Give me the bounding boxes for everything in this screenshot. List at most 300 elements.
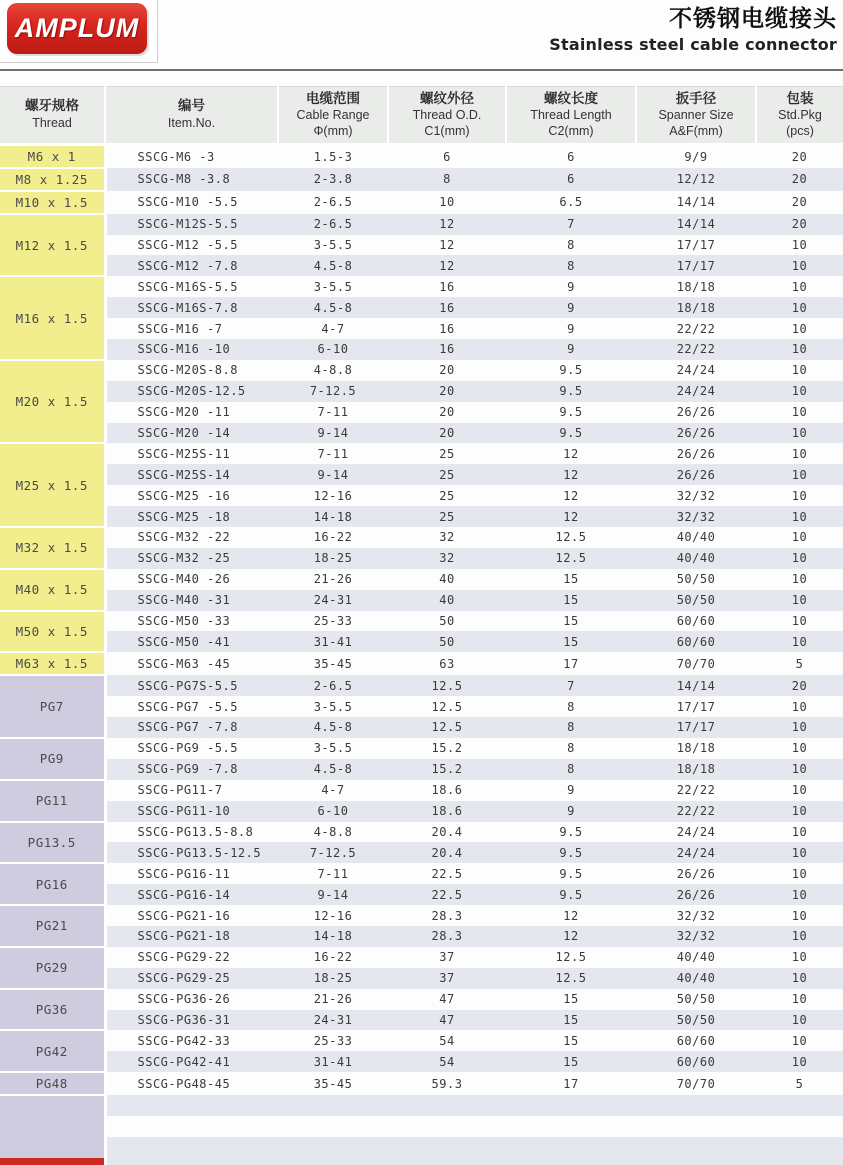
- col-cable-en: Cable Range: [296, 108, 370, 123]
- spanner-size-cell: 22/22: [636, 780, 756, 801]
- item-no-cell: SSCG-M20 -14: [105, 423, 278, 444]
- item-no-cell: SSCG-M50 -33: [105, 611, 278, 632]
- thread-group-cell: PG21: [0, 905, 105, 947]
- item-no-cell: SSCG-M6 -3: [105, 145, 278, 168]
- table-row: [0, 360, 843, 381]
- spanner-size-cell: 12/12: [636, 168, 756, 191]
- empty-cell: [105, 1137, 843, 1158]
- thread-length-cell: 15: [506, 590, 636, 611]
- cable-range-cell: 14-18: [278, 926, 388, 947]
- table-row: [0, 884, 843, 905]
- table-row: [0, 297, 843, 318]
- table-row: [0, 381, 843, 402]
- spanner-size-cell: 32/32: [636, 506, 756, 527]
- cable-range-cell: 4-8.8: [278, 822, 388, 843]
- thread-length-cell: 12: [506, 506, 636, 527]
- spec-table-wrap: [0, 86, 843, 1165]
- thread-group-cell: PG42: [0, 1030, 105, 1072]
- std-pkg-cell: 10: [756, 569, 843, 590]
- thread-od-cell: 12.5: [388, 675, 506, 696]
- std-pkg-cell: 10: [756, 339, 843, 360]
- cable-range-cell: 14-18: [278, 506, 388, 527]
- thread-length-cell: 12: [506, 905, 636, 926]
- item-no-cell: SSCG-M32 -22: [105, 527, 278, 548]
- table-row: [0, 1072, 843, 1095]
- table-row: [0, 548, 843, 569]
- thread-od-cell: 40: [388, 569, 506, 590]
- std-pkg-cell: 10: [756, 276, 843, 297]
- cable-range-cell: 16-22: [278, 527, 388, 548]
- thread-length-cell: 8: [506, 759, 636, 780]
- cable-range-cell: 31-41: [278, 1051, 388, 1072]
- thread-od-cell: 16: [388, 339, 506, 360]
- item-no-cell: SSCG-PG11-10: [105, 801, 278, 822]
- table-row: [0, 569, 843, 590]
- red-bottom-strip: [0, 1158, 105, 1165]
- thread-length-cell: 12: [506, 485, 636, 506]
- std-pkg-cell: 10: [756, 1051, 843, 1072]
- cable-range-cell: 1.5-3: [278, 145, 388, 168]
- col-len-zh: 螺纹长度: [544, 90, 598, 107]
- table-row: [0, 989, 843, 1010]
- thread-length-cell: 15: [506, 569, 636, 590]
- table-row: [0, 464, 843, 485]
- thread-length-cell: 9: [506, 780, 636, 801]
- thread-od-cell: 25: [388, 506, 506, 527]
- std-pkg-cell: 10: [756, 717, 843, 738]
- thread-od-cell: 16: [388, 318, 506, 339]
- thread-group-cell: M32 x 1.5: [0, 527, 105, 569]
- thread-od-cell: 15.2: [388, 738, 506, 759]
- thread-od-cell: 28.3: [388, 905, 506, 926]
- thread-group-cell: M16 x 1.5: [0, 276, 105, 360]
- thread-length-cell: 6.5: [506, 191, 636, 214]
- title-chinese: 不锈钢电缆接头: [669, 6, 837, 32]
- table-row: [0, 235, 843, 256]
- cable-range-cell: 31-41: [278, 631, 388, 652]
- empty-cell: [105, 1158, 843, 1165]
- thread-od-cell: 47: [388, 1010, 506, 1031]
- col-header-std-pkg: [756, 87, 843, 145]
- item-no-cell: SSCG-PG7 -7.8: [105, 717, 278, 738]
- thread-length-cell: 15: [506, 631, 636, 652]
- item-no-cell: SSCG-PG29-25: [105, 968, 278, 989]
- cable-range-cell: 4.5-8: [278, 717, 388, 738]
- item-no-cell: SSCG-M10 -5.5: [105, 191, 278, 214]
- cable-range-cell: 4.5-8: [278, 255, 388, 276]
- table-row: [0, 717, 843, 738]
- cable-range-cell: 7-11: [278, 443, 388, 464]
- item-no-cell: SSCG-M32 -25: [105, 548, 278, 569]
- cable-range-cell: 18-25: [278, 548, 388, 569]
- item-no-cell: SSCG-PG21-16: [105, 905, 278, 926]
- cable-range-cell: 7-12.5: [278, 842, 388, 863]
- thread-od-cell: 6: [388, 145, 506, 168]
- std-pkg-cell: 10: [756, 1010, 843, 1031]
- item-no-cell: SSCG-M8 -3.8: [105, 168, 278, 191]
- std-pkg-cell: 10: [756, 947, 843, 968]
- thread-length-cell: 12.5: [506, 527, 636, 548]
- thread-od-cell: 63: [388, 652, 506, 675]
- spanner-size-cell: 26/26: [636, 884, 756, 905]
- cable-range-cell: 9-14: [278, 884, 388, 905]
- thread-length-cell: 15: [506, 989, 636, 1010]
- std-pkg-cell: 10: [756, 822, 843, 843]
- std-pkg-cell: 10: [756, 506, 843, 527]
- col-pkg-zh: 包装: [786, 90, 814, 107]
- logo-text: AMPLUM: [14, 13, 140, 43]
- col-span-zh: 扳手径: [675, 90, 717, 107]
- spanner-size-cell: 26/26: [636, 863, 756, 884]
- spanner-size-cell: 50/50: [636, 590, 756, 611]
- thread-od-cell: 12.5: [388, 717, 506, 738]
- bottom-strip-row: [0, 1158, 843, 1165]
- spanner-size-cell: 50/50: [636, 569, 756, 590]
- spanner-size-cell: 22/22: [636, 318, 756, 339]
- thread-length-cell: 9.5: [506, 423, 636, 444]
- std-pkg-cell: 10: [756, 443, 843, 464]
- thread-length-cell: 15: [506, 1051, 636, 1072]
- thread-od-cell: 8: [388, 168, 506, 191]
- table-header: [0, 87, 843, 145]
- empty-row: [0, 1095, 843, 1116]
- col-header-thread: [0, 87, 105, 145]
- cable-range-cell: 2-3.8: [278, 168, 388, 191]
- item-no-cell: SSCG-M63 -45: [105, 652, 278, 675]
- spec-table: [0, 86, 843, 1165]
- table-row: [0, 675, 843, 696]
- thread-length-cell: 9: [506, 318, 636, 339]
- thread-group-cell: M20 x 1.5: [0, 360, 105, 444]
- item-no-cell: SSCG-PG42-41: [105, 1051, 278, 1072]
- item-no-cell: SSCG-M50 -41: [105, 631, 278, 652]
- item-no-cell: SSCG-PG42-33: [105, 1030, 278, 1051]
- thread-od-cell: 18.6: [388, 780, 506, 801]
- thread-length-cell: 8: [506, 235, 636, 256]
- thread-group-cell: PG11: [0, 780, 105, 822]
- cable-range-cell: 12-16: [278, 905, 388, 926]
- spanner-size-cell: 26/26: [636, 402, 756, 423]
- thread-length-cell: 9.5: [506, 884, 636, 905]
- thread-length-cell: 9.5: [506, 863, 636, 884]
- cable-range-cell: 16-22: [278, 947, 388, 968]
- thread-length-cell: 9.5: [506, 381, 636, 402]
- thread-length-cell: 9: [506, 339, 636, 360]
- thread-od-cell: 12.5: [388, 696, 506, 717]
- std-pkg-cell: 10: [756, 590, 843, 611]
- col-item-en: Item.No.: [167, 115, 216, 130]
- table-row: [0, 191, 843, 214]
- item-no-cell: SSCG-PG36-31: [105, 1010, 278, 1031]
- empty-row: [0, 1116, 843, 1137]
- std-pkg-cell: 10: [756, 696, 843, 717]
- cable-range-cell: 4-8.8: [278, 360, 388, 381]
- thread-od-cell: 37: [388, 947, 506, 968]
- item-no-cell: SSCG-M16S-7.8: [105, 297, 278, 318]
- thread-od-cell: 20.4: [388, 822, 506, 843]
- item-no-cell: SSCG-PG36-26: [105, 989, 278, 1010]
- page-header: [0, 0, 843, 71]
- table-row: [0, 842, 843, 863]
- spanner-size-cell: 70/70: [636, 1072, 756, 1095]
- spanner-size-cell: 40/40: [636, 527, 756, 548]
- std-pkg-cell: 20: [756, 675, 843, 696]
- table-row: [0, 423, 843, 444]
- cable-range-cell: 35-45: [278, 1072, 388, 1095]
- std-pkg-cell: 10: [756, 926, 843, 947]
- thread-group-cell: PG36: [0, 989, 105, 1031]
- thread-od-cell: 59.3: [388, 1072, 506, 1095]
- thread-od-cell: 32: [388, 527, 506, 548]
- table-row: [0, 339, 843, 360]
- std-pkg-cell: 10: [756, 884, 843, 905]
- spanner-size-cell: 14/14: [636, 191, 756, 214]
- thread-od-cell: 22.5: [388, 863, 506, 884]
- thread-od-cell: 16: [388, 276, 506, 297]
- col-item-zh: 编号: [178, 98, 205, 115]
- thread-length-cell: 6: [506, 168, 636, 191]
- std-pkg-cell: 10: [756, 905, 843, 926]
- spanner-size-cell: 17/17: [636, 255, 756, 276]
- std-pkg-cell: 10: [756, 989, 843, 1010]
- thread-length-cell: 15: [506, 611, 636, 632]
- item-no-cell: SSCG-M25S-14: [105, 464, 278, 485]
- thread-length-cell: 9: [506, 276, 636, 297]
- spanner-size-cell: 60/60: [636, 611, 756, 632]
- cable-range-cell: 12-16: [278, 485, 388, 506]
- std-pkg-cell: 10: [756, 402, 843, 423]
- spanner-size-cell: 17/17: [636, 717, 756, 738]
- table-row: [0, 402, 843, 423]
- cable-range-cell: 3-5.5: [278, 738, 388, 759]
- col-header-thread-length: [506, 87, 636, 145]
- item-no-cell: SSCG-PG7S-5.5: [105, 675, 278, 696]
- item-no-cell: SSCG-M12 -7.8: [105, 255, 278, 276]
- cable-range-cell: 7-11: [278, 402, 388, 423]
- item-no-cell: SSCG-M20 -11: [105, 402, 278, 423]
- item-no-cell: SSCG-M12 -5.5: [105, 235, 278, 256]
- table-row: [0, 780, 843, 801]
- spanner-size-cell: 32/32: [636, 485, 756, 506]
- std-pkg-cell: 20: [756, 191, 843, 214]
- col-thread-en: Thread: [32, 115, 72, 130]
- cable-range-cell: 2-6.5: [278, 675, 388, 696]
- empty-cell: [105, 1095, 843, 1116]
- thread-od-cell: 22.5: [388, 884, 506, 905]
- empty-cell: [105, 1116, 843, 1137]
- cable-range-cell: 3-5.5: [278, 235, 388, 256]
- thread-group-cell-empty: [0, 1095, 105, 1158]
- spanner-size-cell: 24/24: [636, 842, 756, 863]
- cable-range-cell: 4.5-8: [278, 759, 388, 780]
- empty-row: [0, 1137, 843, 1158]
- spanner-size-cell: 26/26: [636, 464, 756, 485]
- spanner-size-cell: 40/40: [636, 968, 756, 989]
- spanner-size-cell: 60/60: [636, 1030, 756, 1051]
- table-row: [0, 168, 843, 191]
- thread-length-cell: 8: [506, 696, 636, 717]
- table-row: [0, 968, 843, 989]
- thread-od-cell: 25: [388, 464, 506, 485]
- table-row: [0, 863, 843, 884]
- item-no-cell: SSCG-PG13.5-8.8: [105, 822, 278, 843]
- std-pkg-cell: 10: [756, 485, 843, 506]
- amplum-logo: [7, 3, 147, 54]
- std-pkg-cell: 10: [756, 631, 843, 652]
- item-no-cell: SSCG-PG16-11: [105, 863, 278, 884]
- std-pkg-cell: 10: [756, 548, 843, 569]
- spanner-size-cell: 32/32: [636, 926, 756, 947]
- thread-length-cell: 15: [506, 1030, 636, 1051]
- std-pkg-cell: 10: [756, 968, 843, 989]
- spanner-size-cell: 17/17: [636, 696, 756, 717]
- thread-od-cell: 25: [388, 485, 506, 506]
- std-pkg-cell: 10: [756, 360, 843, 381]
- item-no-cell: SSCG-M16 -10: [105, 339, 278, 360]
- cable-range-cell: 4-7: [278, 780, 388, 801]
- table-row: [0, 318, 843, 339]
- spanner-size-cell: 26/26: [636, 443, 756, 464]
- thread-od-cell: 20.4: [388, 842, 506, 863]
- std-pkg-cell: 10: [756, 842, 843, 863]
- item-no-cell: SSCG-PG21-18: [105, 926, 278, 947]
- thread-group-cell: PG16: [0, 863, 105, 905]
- std-pkg-cell: 10: [756, 235, 843, 256]
- spanner-size-cell: 18/18: [636, 276, 756, 297]
- item-no-cell: SSCG-M25 -18: [105, 506, 278, 527]
- spanner-size-cell: 22/22: [636, 339, 756, 360]
- cable-range-cell: 2-6.5: [278, 191, 388, 214]
- item-no-cell: SSCG-PG29-22: [105, 947, 278, 968]
- item-no-cell: SSCG-M40 -31: [105, 590, 278, 611]
- thread-group-cell: M8 x 1.25: [0, 168, 105, 191]
- std-pkg-cell: 10: [756, 611, 843, 632]
- thread-group-cell: M25 x 1.5: [0, 443, 105, 527]
- col-header-cable-range: [278, 87, 388, 145]
- cable-range-cell: 4-7: [278, 318, 388, 339]
- spanner-size-cell: 50/50: [636, 989, 756, 1010]
- thread-od-cell: 40: [388, 590, 506, 611]
- col-od-zh: 螺纹外径: [420, 90, 474, 107]
- col-thread-zh: 螺牙规格: [25, 98, 79, 115]
- spanner-size-cell: 14/14: [636, 675, 756, 696]
- std-pkg-cell: 10: [756, 1030, 843, 1051]
- table-row: [0, 485, 843, 506]
- col-header-thread-od: [388, 87, 506, 145]
- thread-group-cell: PG7: [0, 675, 105, 738]
- thread-length-cell: 6: [506, 145, 636, 168]
- thread-length-cell: 17: [506, 652, 636, 675]
- spanner-size-cell: 60/60: [636, 631, 756, 652]
- col-len-unit: C2(mm): [548, 123, 594, 138]
- table-row: [0, 1010, 843, 1031]
- col-pkg-en: Std.Pkg: [778, 108, 822, 123]
- spanner-size-cell: 60/60: [636, 1051, 756, 1072]
- thread-od-cell: 20: [388, 423, 506, 444]
- table-row: [0, 611, 843, 632]
- thread-od-cell: 20: [388, 402, 506, 423]
- item-no-cell: SSCG-M20S-8.8: [105, 360, 278, 381]
- table-row: [0, 652, 843, 675]
- thread-od-cell: 12: [388, 235, 506, 256]
- thread-od-cell: 20: [388, 381, 506, 402]
- item-no-cell: SSCG-PG48-45: [105, 1072, 278, 1095]
- item-no-cell: SSCG-M25S-11: [105, 443, 278, 464]
- item-no-cell: SSCG-PG7 -5.5: [105, 696, 278, 717]
- table-row: [0, 506, 843, 527]
- spanner-size-cell: 32/32: [636, 905, 756, 926]
- spanner-size-cell: 24/24: [636, 822, 756, 843]
- table-row: [0, 905, 843, 926]
- col-od-unit: C1(mm): [424, 123, 470, 138]
- thread-length-cell: 12: [506, 443, 636, 464]
- table-row: [0, 759, 843, 780]
- table-body: [0, 145, 843, 1165]
- item-no-cell: SSCG-M12S-5.5: [105, 214, 278, 235]
- cable-range-cell: 24-31: [278, 1010, 388, 1031]
- cable-range-cell: 2-6.5: [278, 214, 388, 235]
- std-pkg-cell: 20: [756, 168, 843, 191]
- cable-range-cell: 21-26: [278, 569, 388, 590]
- spanner-size-cell: 17/17: [636, 235, 756, 256]
- table-row: [0, 631, 843, 652]
- thread-length-cell: 9: [506, 801, 636, 822]
- col-header-spanner-size: [636, 87, 756, 145]
- spanner-size-cell: 9/9: [636, 145, 756, 168]
- spanner-size-cell: 24/24: [636, 360, 756, 381]
- item-no-cell: SSCG-M16S-5.5: [105, 276, 278, 297]
- thread-length-cell: 12: [506, 926, 636, 947]
- col-span-unit: A&F(mm): [669, 123, 723, 138]
- item-no-cell: SSCG-M40 -26: [105, 569, 278, 590]
- table-row: [0, 1030, 843, 1051]
- std-pkg-cell: 5: [756, 652, 843, 675]
- thread-od-cell: 54: [388, 1030, 506, 1051]
- spanner-size-cell: 40/40: [636, 548, 756, 569]
- thread-length-cell: 7: [506, 214, 636, 235]
- thread-length-cell: 9: [506, 297, 636, 318]
- thread-od-cell: 32: [388, 548, 506, 569]
- col-len-en: Thread Length: [530, 108, 612, 123]
- std-pkg-cell: 10: [756, 738, 843, 759]
- thread-od-cell: 47: [388, 989, 506, 1010]
- cable-range-cell: 9-14: [278, 423, 388, 444]
- thread-group-cell: M10 x 1.5: [0, 191, 105, 214]
- col-cable-zh: 电缆范围: [306, 90, 360, 107]
- thread-length-cell: 7: [506, 675, 636, 696]
- spanner-size-cell: 40/40: [636, 947, 756, 968]
- item-no-cell: SSCG-M16 -7: [105, 318, 278, 339]
- thread-od-cell: 28.3: [388, 926, 506, 947]
- spanner-size-cell: 26/26: [636, 423, 756, 444]
- std-pkg-cell: 10: [756, 527, 843, 548]
- table-row: [0, 947, 843, 968]
- thread-length-cell: 9.5: [506, 822, 636, 843]
- table-row: [0, 443, 843, 464]
- thread-od-cell: 16: [388, 297, 506, 318]
- table-row: [0, 926, 843, 947]
- cable-range-cell: 6-10: [278, 801, 388, 822]
- spanner-size-cell: 24/24: [636, 381, 756, 402]
- std-pkg-cell: 10: [756, 318, 843, 339]
- table-row: [0, 590, 843, 611]
- thread-length-cell: 8: [506, 717, 636, 738]
- std-pkg-cell: 5: [756, 1072, 843, 1095]
- col-pkg-unit: (pcs): [786, 123, 814, 138]
- spanner-size-cell: 14/14: [636, 214, 756, 235]
- thread-group-cell: M6 x 1: [0, 145, 105, 168]
- spanner-size-cell: 18/18: [636, 297, 756, 318]
